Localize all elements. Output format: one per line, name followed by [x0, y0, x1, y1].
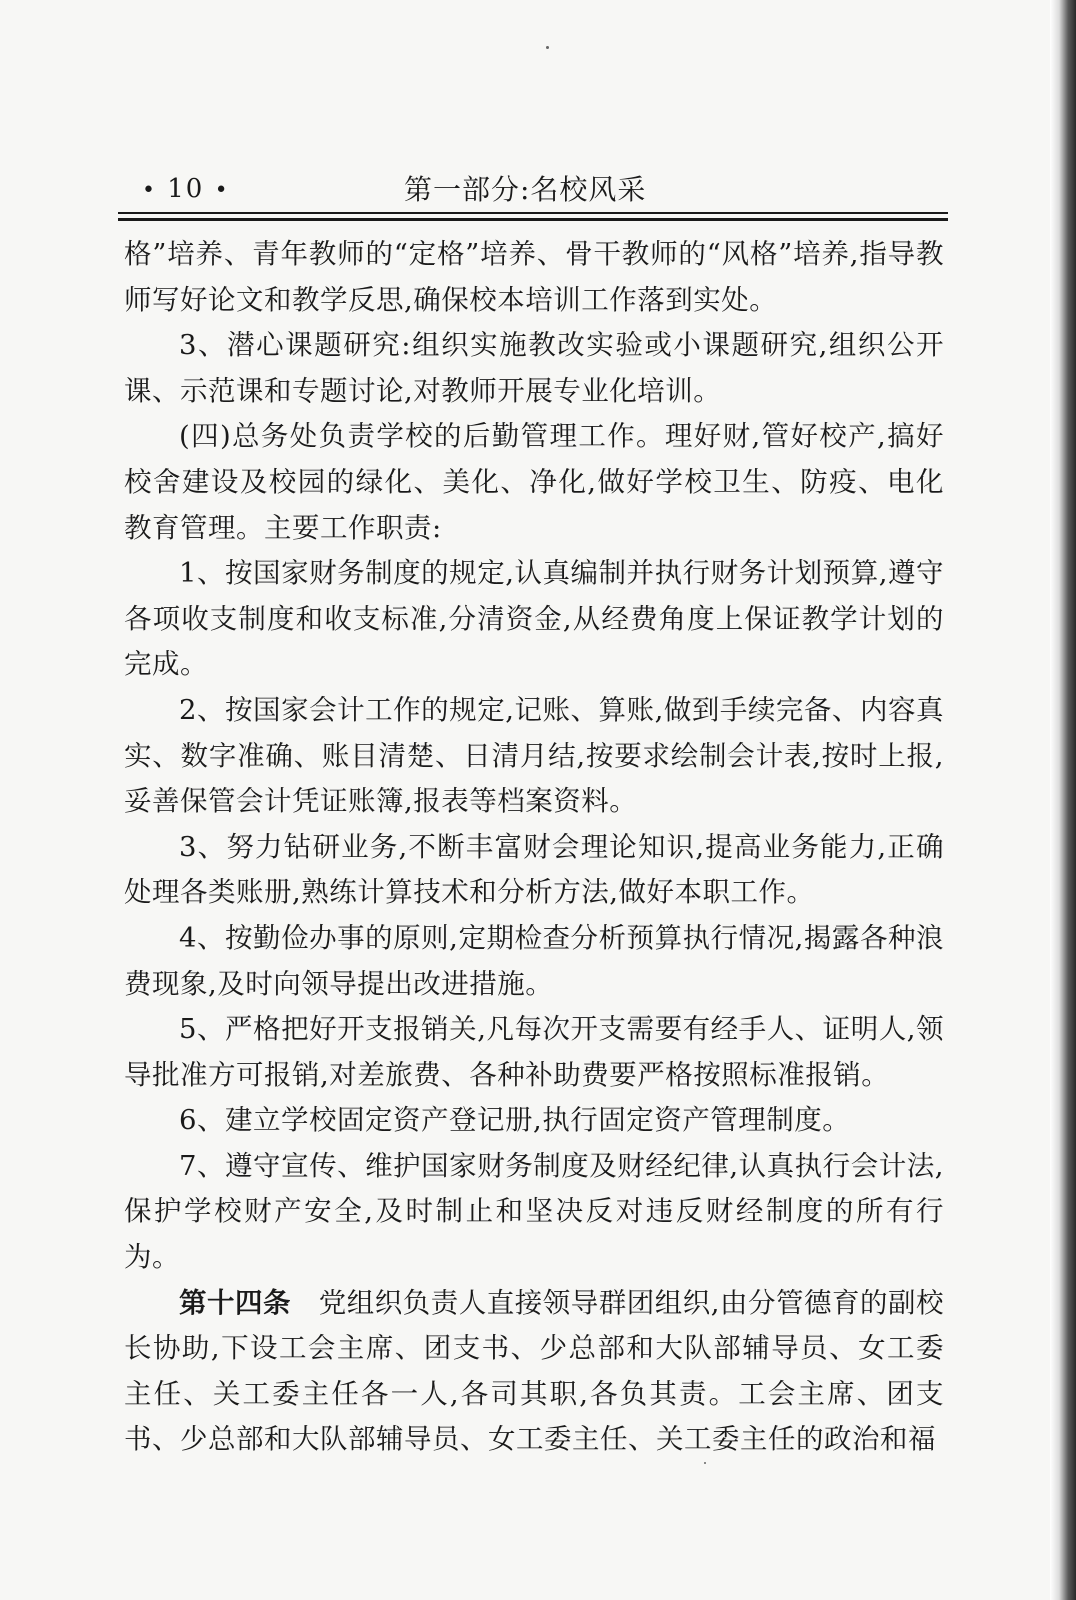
page-number-dot-left: •	[142, 178, 157, 203]
scan-speck	[546, 46, 549, 49]
scan-page-edge	[1050, 0, 1076, 1600]
paragraph-article-14	[124, 1281, 944, 1463]
running-head	[118, 162, 948, 210]
article-14-text: 党组织负责人直接领导群团组织,由分管德育的副校长协助,下设工会主席、团支书、少总部和大队部辅导员、女工委主任、关工委主任各一人,各司其职,各负其责。工会主席、团支书、少总部和大队部辅导员、女工委主任、关工委主任的政治和福	[124, 1286, 945, 1456]
paragraph-general-affairs: (四)总务处负责学校的后勤管理工作。理好财,管好校产,搞好校舍建设及校园的绿化、美化、净化,做好学校卫生、防疫、电化教育管理。主要工作职责:	[124, 420, 944, 544]
paragraph-duty-1: 1、按国家财务制度的规定,认真编制并执行财务计划预算,遵守各项收支制度和收支标准,分清资金,从经费角度上保证教学计划的完成。	[124, 557, 944, 681]
page-number	[142, 174, 230, 204]
section-title: 第一部分:名校风采	[404, 173, 647, 206]
paragraph-duty-2: 2、按国家会计工作的规定,记账、算账,做到手续完备、内容真实、数字准确、账目清楚、日清月结,按要求绘制会计表,按时上报,妥善保管会计凭证账簿,报表等档案资料。	[124, 693, 944, 818]
header-rule-thin	[118, 212, 948, 214]
scan-speck	[704, 1462, 706, 1464]
paragraph-item-3-research: 3、潜心课题研究:组织实施教改实验或小课题研究,组织公开课、示范课和专题讨论,对教师开展专业化培训。	[124, 329, 944, 407]
article-14-title: 第十四条	[179, 1286, 292, 1319]
paragraph-duty-4: 4、按勤俭办事的原则,定期检查分析预算执行情况,揭露各种浪费现象,及时向领导提出改进措施。	[124, 921, 944, 1000]
paragraph-continuation: 格”培养、青年教师的“定格”培养、骨干教师的“风格”培养,指导教师写好论文和教学反思,确保校本培训工作落到实处。	[124, 238, 944, 316]
page-number-value: 10	[167, 174, 205, 204]
paragraph-duty-5: 5、严格把好开支报销关,凡每次开支需要有经手人、证明人,领导批准方可报销,对差旅费、各种补助费要严格按照标准报销。	[124, 1013, 944, 1091]
paragraph-duty-3: 3、努力钻研业务,不断丰富财会理论知识,提高业务能力,正确处理各类账册,熟练计算技术和分析方法,做好本职工作。	[124, 830, 944, 909]
page-number-dot-right: •	[214, 178, 230, 203]
header-rule-thick	[118, 218, 948, 221]
paragraph-duty-6: 6、建立学校固定资产登记册,执行固定资产管理制度。	[179, 1104, 851, 1137]
body-text	[124, 232, 944, 1463]
paragraph-duty-7: 7、遵守宣传、维护国家财务制度及财经纪律,认真执行会计法,保护学校财产安全,及时制止和坚决反对违反财经制度的所有行为。	[124, 1149, 944, 1274]
